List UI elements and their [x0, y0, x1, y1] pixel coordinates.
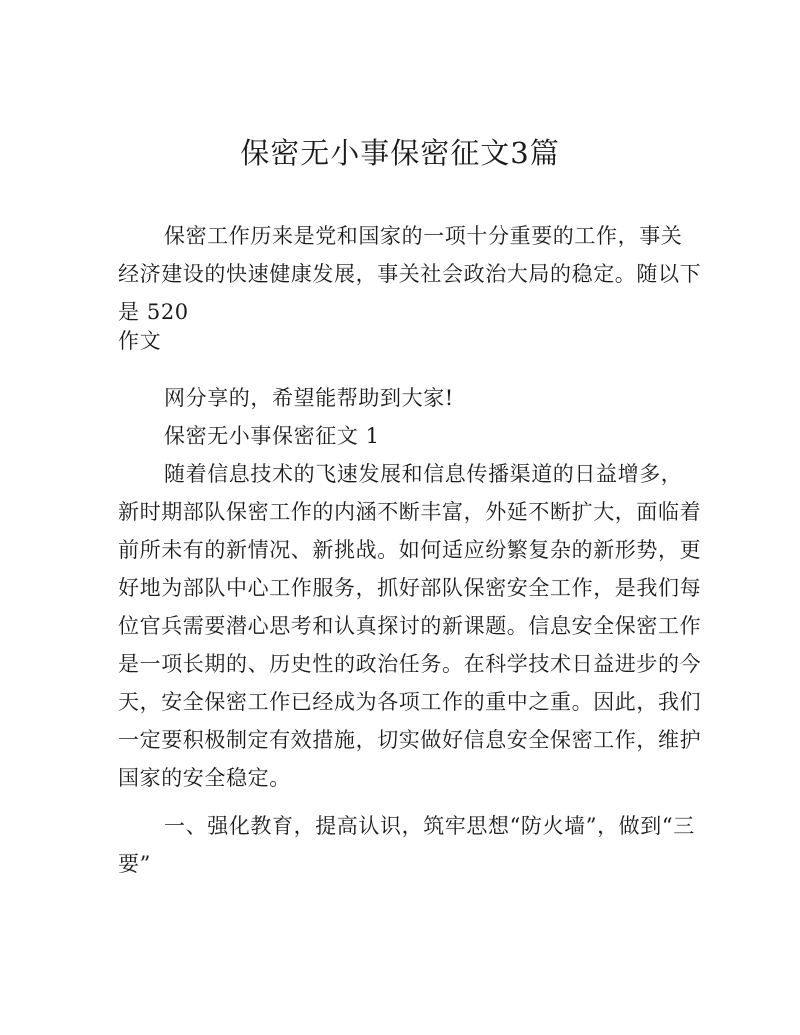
section-heading: 保密无小事保密征文 1 [164, 424, 380, 448]
paragraph-line: 作文 [118, 329, 162, 353]
paragraph-line: 新时期部队保密工作的内涵不断丰富，外延不断扩大，面临着 [118, 500, 702, 524]
paragraph-line: 网分享的，希望能帮助到大家! [164, 386, 454, 410]
paragraph-line: 是一项长期的、历史性的政治任务。在科学技术日益进步的今 [118, 652, 702, 676]
paragraph-line: 保密工作历来是党和国家的一项十分重要的工作，事关 [164, 224, 683, 248]
paragraph-line: 前所未有的新情况、新挑战。如何适应纷繁复杂的新形势，更 [118, 538, 702, 562]
document-title: 保密无小事保密征文3篇 [240, 136, 560, 170]
paragraph-line: 位官兵需要潜心思考和认真探讨的新课题。信息安全保密工作 [118, 614, 702, 638]
paragraph-line: 是 520 [118, 300, 189, 324]
paragraph-line: 经济建设的快速健康发展，事关社会政治大局的稳定。随以下 [118, 262, 702, 286]
paragraph-line: 一、强化教育，提高认识，筑牢思想“防火墙”，做到“三 [164, 814, 695, 838]
paragraph-line: 天，安全保密工作已经成为各项工作的重中之重。因此，我们 [118, 690, 702, 714]
paragraph-line: 一定要积极制定有效措施，切实做好信息安全保密工作，维护 [118, 728, 702, 752]
paragraph-line: 国家的安全稳定。 [118, 766, 291, 790]
paragraph-line: 好地为部队中心工作服务，抓好部队保密安全工作，是我们每 [118, 576, 702, 600]
paragraph-line: 要” [118, 852, 151, 876]
paragraph-line: 随着信息技术的飞速发展和信息传播渠道的日益增多， [164, 462, 683, 486]
